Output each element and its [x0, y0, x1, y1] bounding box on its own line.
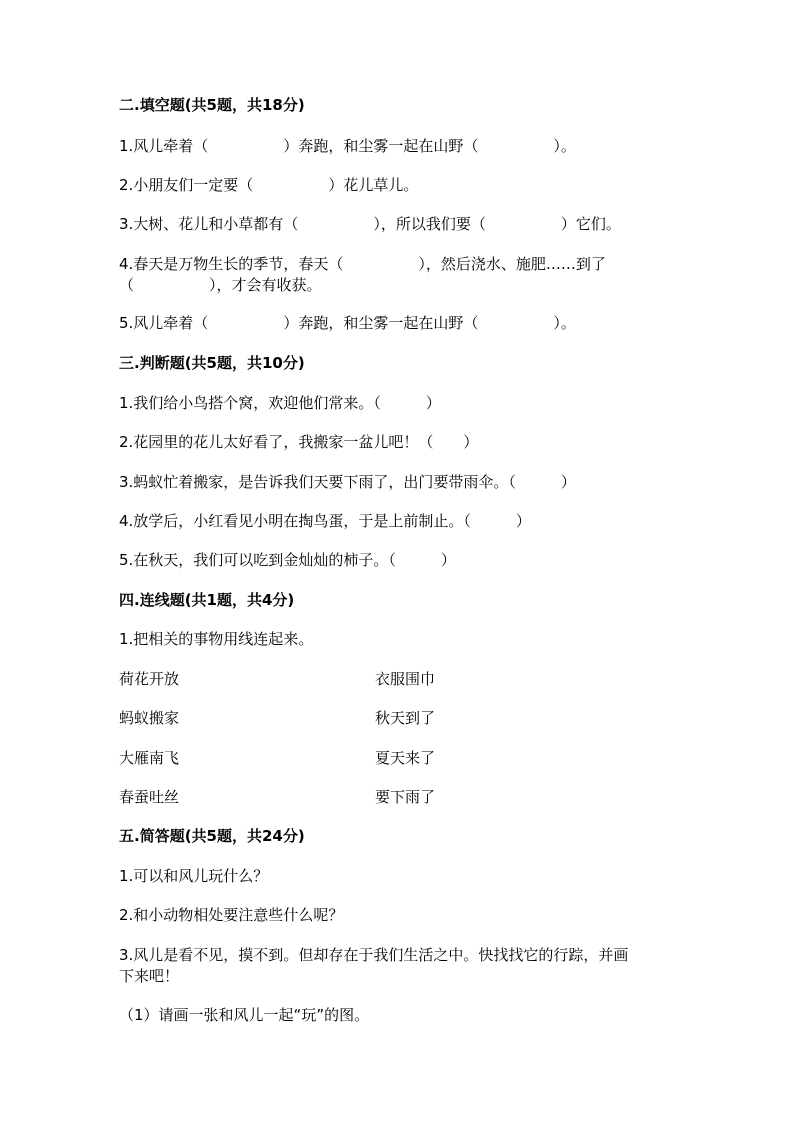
section-heading-matching: 四.连线题(共1题，共4分)	[119, 591, 295, 609]
match-left-item: 大雁南飞	[119, 749, 180, 767]
question-text: 2.花园里的花儿太好看了，我搬家一盆儿吧！（ ）	[119, 433, 479, 451]
question-text: 3.蚂蚁忙着搬家，是告诉我们天要下雨了，出门要带雨伞。（ ）	[119, 473, 576, 491]
match-left-item: 春蚕吐丝	[119, 788, 180, 806]
question-text: （ ），才会有收获。	[119, 276, 322, 294]
question-text: 2.和小动物相处要注意些什么呢？	[119, 906, 344, 924]
question-text: 5.风儿牵着（ ）奔跑，和尘雾一起在山野（ ）。	[119, 314, 576, 332]
question-text: 2.小朋友们一定要（ ）花儿草儿。	[119, 176, 419, 194]
question-text: 5.在秋天，我们可以吃到金灿灿的柿子。（ ）	[119, 551, 456, 569]
question-text: 1.风儿牵着（ ）奔跑，和尘雾一起在山野（ ）。	[119, 137, 576, 155]
section-heading-true-false: 三.判断题(共5题，共10分)	[119, 354, 305, 372]
sub-question-text: （1）请画一张和风儿一起“玩”的图。	[119, 1006, 370, 1024]
match-left-item: 荷花开放	[119, 670, 180, 688]
question-text: 3.大树、花儿和小草都有（ ），所以我们要（ ）它们。	[119, 215, 621, 233]
question-text: 3.风儿是看不见，摸不到。但却存在于我们生活之中。快找找它的行踪，并画	[119, 946, 629, 964]
section-heading-fill-blank: 二.填空题(共5题，共18分)	[119, 96, 305, 114]
section-heading-short-answer: 五.简答题(共5题，共24分)	[119, 827, 305, 845]
match-right-item: 衣服围巾	[375, 670, 436, 688]
question-text: 4.春天是万物生长的季节，春天（ ），然后浇水、施肥……到了	[119, 255, 606, 273]
question-text: 1.把相关的事物用线连起来。	[119, 630, 314, 648]
match-left-item: 蚂蚁搬家	[119, 709, 180, 727]
question-text: 1.可以和风儿玩什么？	[119, 867, 269, 885]
question-text: 4.放学后，小红看见小明在掏鸟蛋，于是上前制止。（ ）	[119, 512, 531, 530]
match-right-item: 夏天来了	[375, 749, 436, 767]
question-text: 1.我们给小鸟搭个窝，欢迎他们常来。（ ）	[119, 394, 441, 412]
match-right-item: 要下雨了	[375, 788, 436, 806]
question-text: 下来吧！	[119, 967, 180, 985]
match-right-item: 秋天到了	[375, 709, 436, 727]
